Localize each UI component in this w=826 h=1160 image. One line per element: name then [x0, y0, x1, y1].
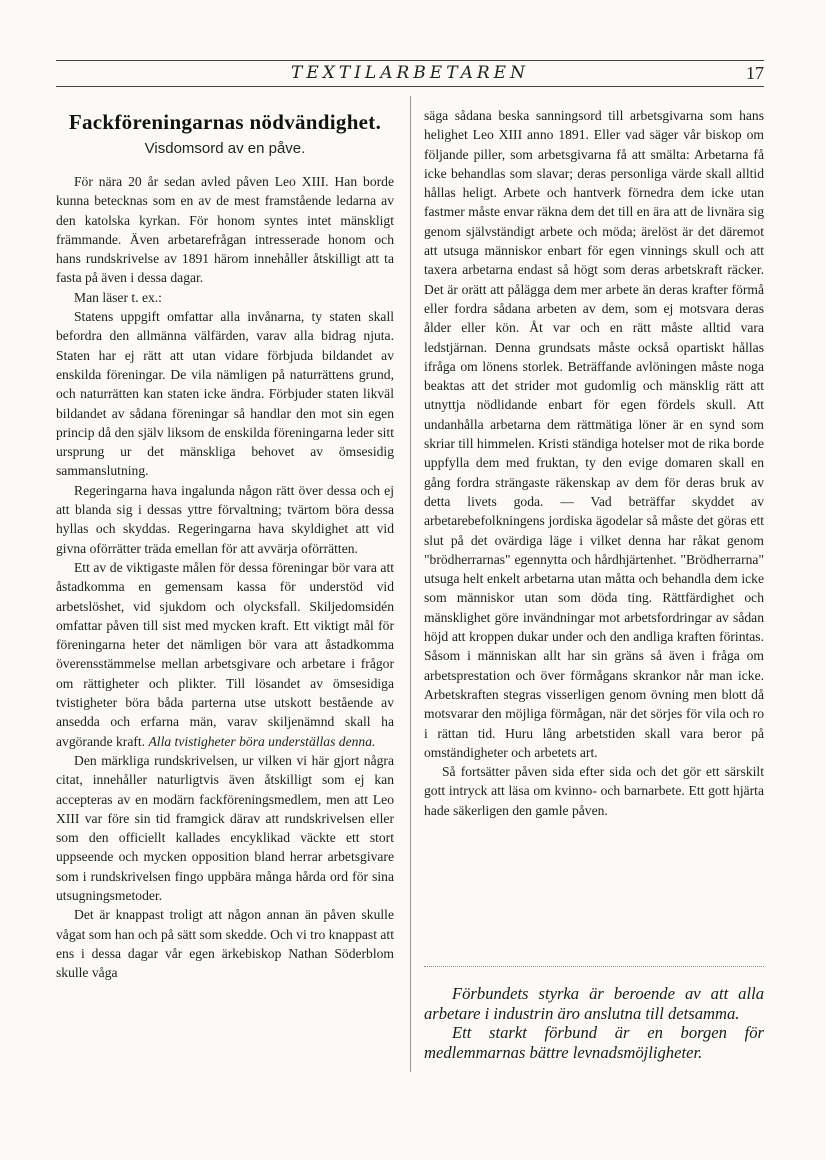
left-column [56, 108, 394, 982]
column-divider [410, 96, 411, 1072]
motto-rule [424, 966, 764, 967]
paragraph: Den märkliga rundskrivelsen, ur vilken vi här gjort några citat, innehåller naturligtvis även åtskilligt som ej kan accepteras av en modärn fackföreningsmedlem, men att Leo XIII var före sin tid framgick därav att rundskrivelsen eller som den officiellt kallades encyklikad väckte ett stort uppseende och mycken opposition bland herrar arbetsgivare som i rundskrivelsen fingo uppbära många hårda ord för sina utsugningsmetoder. [56, 752, 394, 903]
paragraph: Man läser t. ex.: [74, 289, 162, 305]
paragraph: Regeringarna hava ingalunda någon rätt över dessa och ej att blanda sig i dessas yttre förvaltning; tvärtom böra dessa hyllas och skyddas. Regeringarna hava skyldighet att vid givna oförrätter träda emellan för att avvärja oförrätten. [56, 482, 394, 556]
paragraph: Det är knappast troligt att någon annan än påven skulle vågat som han och på sätt som skedde. Och vi tro knappast att ens i dessa dagar vår egen ärkebiskop Nathan Söderblom skulle våga [56, 907, 394, 981]
italic-quote: Alla tvistigheter böra underställas denna. [148, 733, 376, 749]
paragraph: Statens uppgift omfattar alla invånarna, ty staten skall befordra den allmänna välfärden, varav alla bidrag njuta. Staten har ej rätt att utan vidare förbjuda bildandet av enskilda föreningar. De vila nämligen på naturrättens grund, och naturrätten kan staten icke ändra. Förbjuder staten likväl bildandet av sådana föreningar så handlar den mot sin egen princip då den själv liksom de enskilda föreningarna leder sitt ursprung ur det mänskliga behovet av ömsesidig sammanslutning. [56, 309, 394, 479]
page-number: 17 [746, 63, 764, 83]
paragraph [56, 558, 394, 751]
running-head: TEXTILARBETAREN [291, 63, 529, 83]
motto-line: Förbundets styrka är beroende av att alla arbetare i industrin äro anslutna till detsamma. [424, 984, 764, 1023]
paragraph: För nära 20 år sedan avled påven Leo XIII. Han borde kunna betecknas som en av de mest framstående ledarna av den katolska kyrkan. För honom syntes intet mänskligt främmande. Även arbetarefrågan intresserade honom och hans rundskrivelse av 1891 härom innehåller åtskilligt att ta fasta på även i dessa dagar. [56, 174, 394, 286]
header-top-rule [56, 60, 764, 61]
article-subtitle: Visdomsord av en påve. [144, 140, 306, 157]
header-bottom-rule [56, 86, 764, 87]
paragraph: Så fortsätter påven sida efter sida och det gör ett särskilt gott intryck att läsa om kvinno- och barnarbete. Ett gott hjärta hade säkerligen den gamle påven. [424, 764, 764, 818]
union-motto [424, 984, 764, 1062]
article-title: Fackföreningarnas nödvändighet. [68, 110, 382, 134]
paragraph-text: Ett av de viktigaste målen för dessa föreningar bör vara att åstadkomma en gemensam kassa för understöd vid arbetslöshet, vid sjukdom och olycksfall. Skiljedomsidén omfattar påven till sist med mycken kraft. Ett viktigt mål för föreningarna heter det nämligen bör vara att åstadkomma överensstämmelse mellan arbetsgivare och arbetare i frågor om rättigheter och plikter. Till lösandet av ömsesidiga tvistigheter böra båda parterna utse utskott bestående av ansedda och erfarna män, varav skiljenämnd skall ha avgörande kraft. [56, 559, 394, 749]
paragraph: säga sådana beska sanningsord till arbetsgivarna som hans helighet Leo XIII anno 1891. Eller vad säger vår biskop om följande piller, som arbetsgivarna få att smälta: Arbetarna få icke behandlas som slavar; deras personliga värde skall alltid hållas heligt. Arbete och hantverk förnedra dem icke utan fastmer måste envar räkna dem det till en ära att de livnära sig genom självständigt arbete och möda; ärelöst är det däremot att utsuga människor enbart för egen vinnings skull och att taxera arbetarna endast så högt som deras arbetskraft räcker. Det är orätt att pålägga dem mer arbete än deras krafter förmå eller fordra sådana arbeten av dem, som ej motsvara deras ålder eller kön. Åt var och en rätt måste alltid vara ledstjärnan. Denna grundsats måste också opartiskt hållas ifråga om lönens storlek. Beträffande avlöningen måste noga beaktas att det strider mot gudomlig och mänsklig rätt att utnyttja nödlidande enbart för egen fördels skull. Att undanhålla arbetarna dem rättmätiga löner är en synd som skriar till himmelen. Kristi ständiga hotelser mot de rika borde uppfylla dem med fruktan, ty den evige domaren skall en gång fordra strängaste räkenskap av dem för deras bruk av detta livets goda. — Vad beträffar skyddet av arbetarebefolkningens jordiska ägodelar så måste det göras ett slut på det ovärdiga läge i vilket denna har råkat genom "brödherrarnas" egennytta och hårdhjärtenhet. "Brödherrarna" utsuga helt enkelt arbetarna utan måtta och behandla dem icke som människor utan som döda ting. Rättfärdighet och mänsklighet göre invändningar mot arbetsfordringar av sådan höjd att kroppen dukar under och den andliga kraften förintas. Såsom i människan allt har sin gräns så även i fråga om arbetsprestation och över förmågans skrankor når man icke. Arbetskraften stegras visserligen genom övning men blott då motsvarar den möjliga förmågan, när det sörjes för vila och ro i rättan tid. Huru lång arbetstiden skall vara beror på omständigheter och arbetets art. [424, 108, 764, 760]
motto-line: Ett starkt förbund är en borgen för medlemmarnas bättre levnadsmöjligheter. [424, 1023, 764, 1062]
right-column [424, 106, 764, 820]
